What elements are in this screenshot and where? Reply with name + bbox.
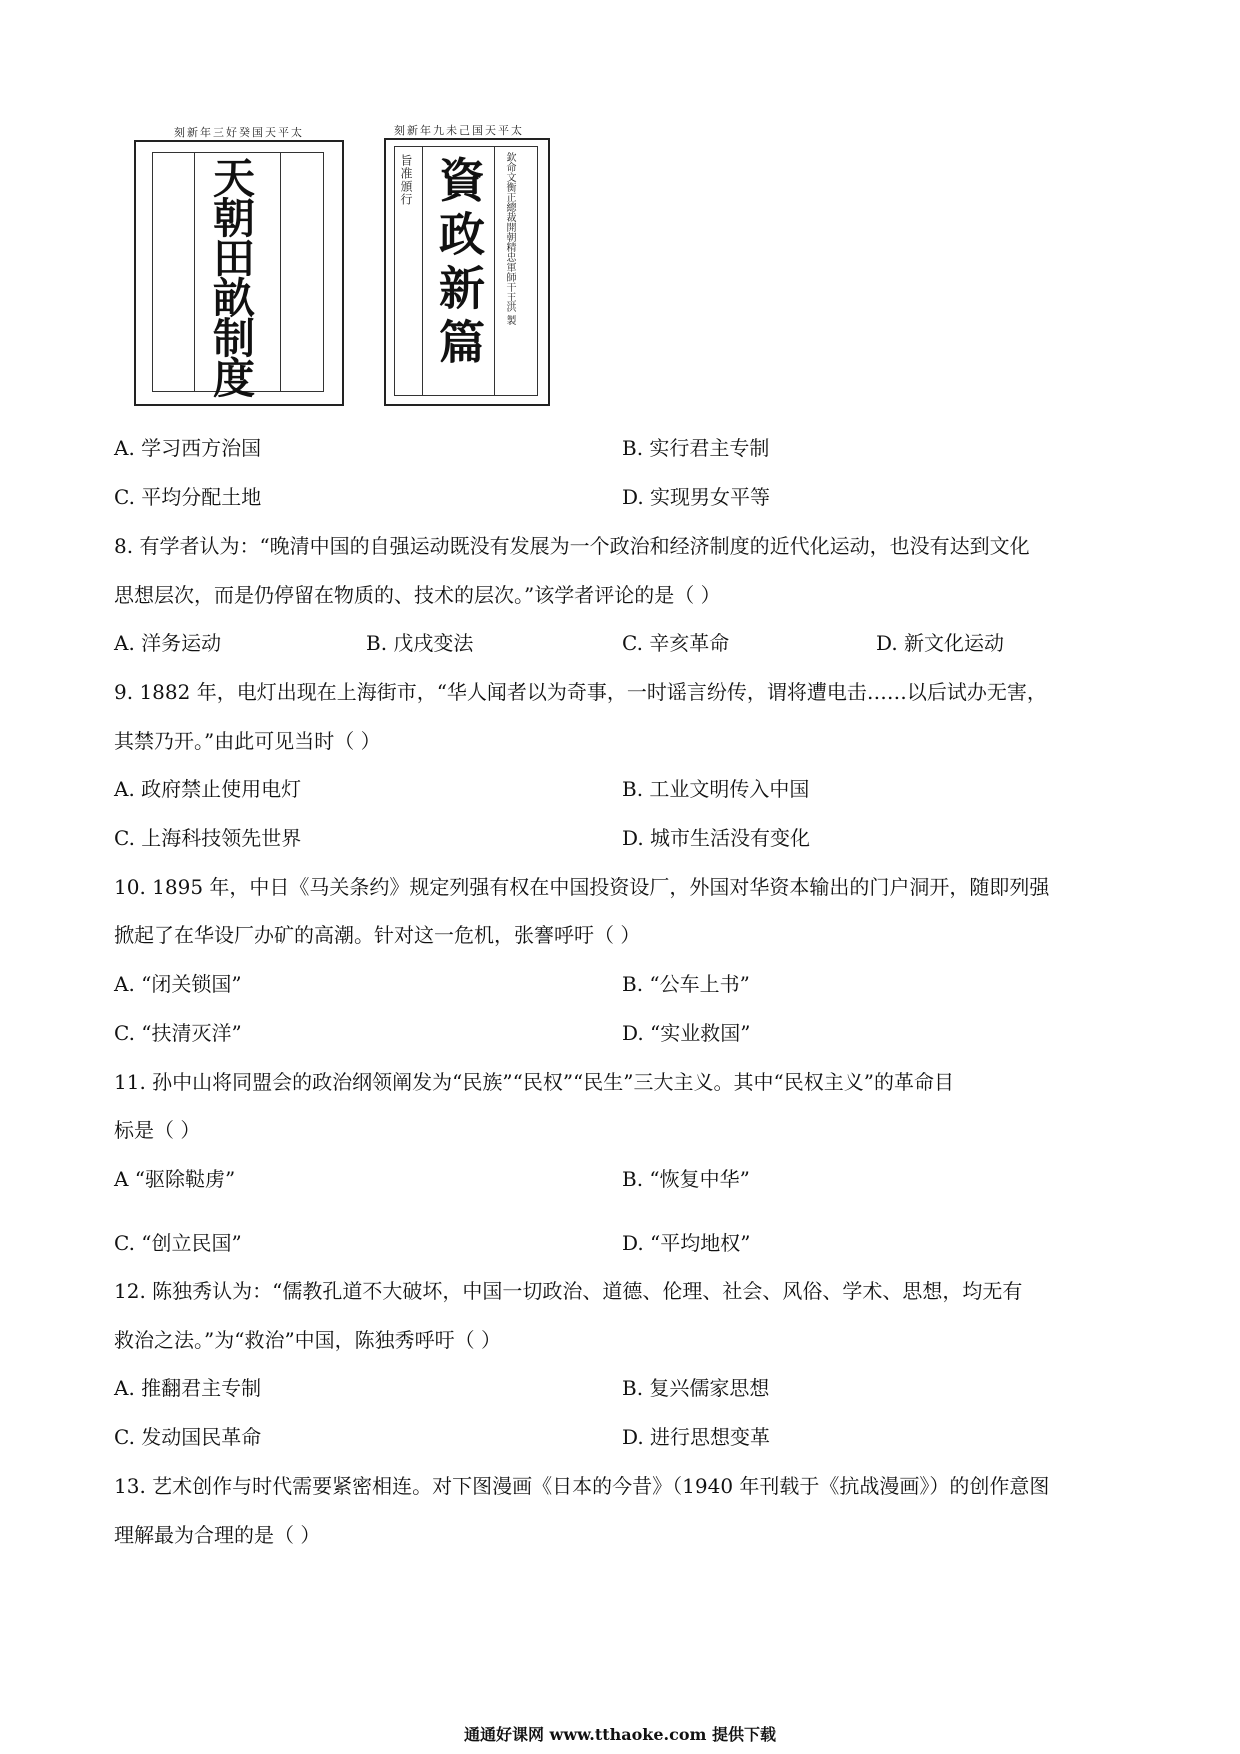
q11-option-d: D. “平均地权”	[622, 1231, 751, 1255]
cover-title: 資政新篇	[432, 156, 486, 372]
q12-stem-line1: 12. 陈独秀认为：“儒教孔道不大破坏，中国一切政治、道德、伦理、社会、风俗、学术、思想，均无有	[114, 1279, 1023, 1303]
q8-stem-line2: 思想层次，而是仍停留在物质的、技术的层次。”该学者评论的是（ ）	[114, 583, 721, 607]
q13-stem-line2: 理解最为合理的是（ ）	[114, 1523, 321, 1547]
q9-option-b: B. 工业文明传入中国	[622, 777, 810, 801]
q9-stem-line1: 9. 1882 年，电灯出现在上海街市，“华人闻者以为奇事，一时谣言纷传，谓将遭电击……以后试办无害，	[114, 680, 1047, 704]
q12-stem-line2: 救治之法。”为“救治”中国，陈独秀呼吁（ ）	[114, 1328, 502, 1352]
q8-option-b: B. 戊戌变法	[366, 631, 474, 655]
q12-option-c: C. 发动国民革命	[114, 1425, 262, 1449]
q12-option-a: A. 推翻君主专制	[114, 1376, 262, 1400]
q10-option-c: C. “扶清灭洋”	[114, 1021, 242, 1045]
q10-stem-line2: 掀起了在华设厂办矿的高潮。针对这一危机，张謇呼吁（ ）	[114, 923, 641, 947]
q11-stem-line1: 11. 孙中山将同盟会的政治纲领阐发为“民族”“民权”“民生”三大主义。其中“民权主义”的革命目	[114, 1070, 954, 1094]
q7-option-d: D. 实现男女平等	[622, 485, 771, 509]
q8-option-c: C. 辛亥革命	[622, 631, 730, 655]
cover-title: 天朝田畝制度	[207, 156, 256, 396]
q7-option-b: B. 实行君主专制	[622, 436, 770, 460]
q7-option-a: A. 学习西方治国	[114, 436, 262, 460]
cover-caption: 太平天国癸好三年新刻	[174, 126, 304, 139]
q11-option-b: B. “恢复中华”	[622, 1167, 750, 1191]
cover-side-text-left: 旨准頒行	[399, 154, 413, 206]
q9-stem-line2: 其禁乃开。”由此可见当时（ ）	[114, 729, 381, 753]
q10-option-b: B. “公车上书”	[622, 972, 750, 996]
page-footer: 通通好课网 www.tthaoke.com 提供下载	[463, 1725, 777, 1744]
cover-caption: 太平天国己未九年新刻	[394, 124, 524, 137]
cover-side-text-right: 欽命文衡正總裁開朝精忠軍師干王洪 製	[504, 152, 515, 326]
book-cover-tianchao	[134, 126, 344, 406]
q10-option-d: D. “实业救国”	[622, 1021, 751, 1045]
q11-stem-line2: 标是（ ）	[114, 1118, 201, 1142]
q12-option-b: B. 复兴儒家思想	[622, 1376, 770, 1400]
q10-stem-line1: 10. 1895 年，中日《马关条约》规定列强有权在中国投资设厂，外国对华资本输出的门户洞开，随即列强	[114, 875, 1050, 899]
q12-option-d: D. 进行思想变革	[622, 1425, 771, 1449]
q8-option-d: D. 新文化运动	[876, 631, 1005, 655]
book-cover-zizheng	[384, 124, 550, 406]
q8-option-a: A. 洋务运动	[114, 631, 222, 655]
q9-option-c: C. 上海科技领先世界	[114, 826, 302, 850]
q10-option-a: A. “闭关锁国”	[114, 972, 242, 996]
q13-stem-line1: 13. 艺术创作与时代需要紧密相连。对下图漫画《日本的今昔》（1940 年刊载于《抗战漫画》）的创作意图	[114, 1474, 1050, 1498]
q9-option-a: A. 政府禁止使用电灯	[114, 777, 302, 801]
q11-option-c: C. “创立民国”	[114, 1231, 242, 1255]
q11-option-a: A “驱除鞑虏”	[114, 1167, 236, 1191]
q7-option-c: C. 平均分配土地	[114, 485, 262, 509]
q8-stem-line1: 8. 有学者认为：“晚清中国的自强运动既没有发展为一个政治和经济制度的近代化运动，也没有达到文化	[114, 534, 1030, 558]
q9-option-d: D. 城市生活没有变化	[622, 826, 811, 850]
